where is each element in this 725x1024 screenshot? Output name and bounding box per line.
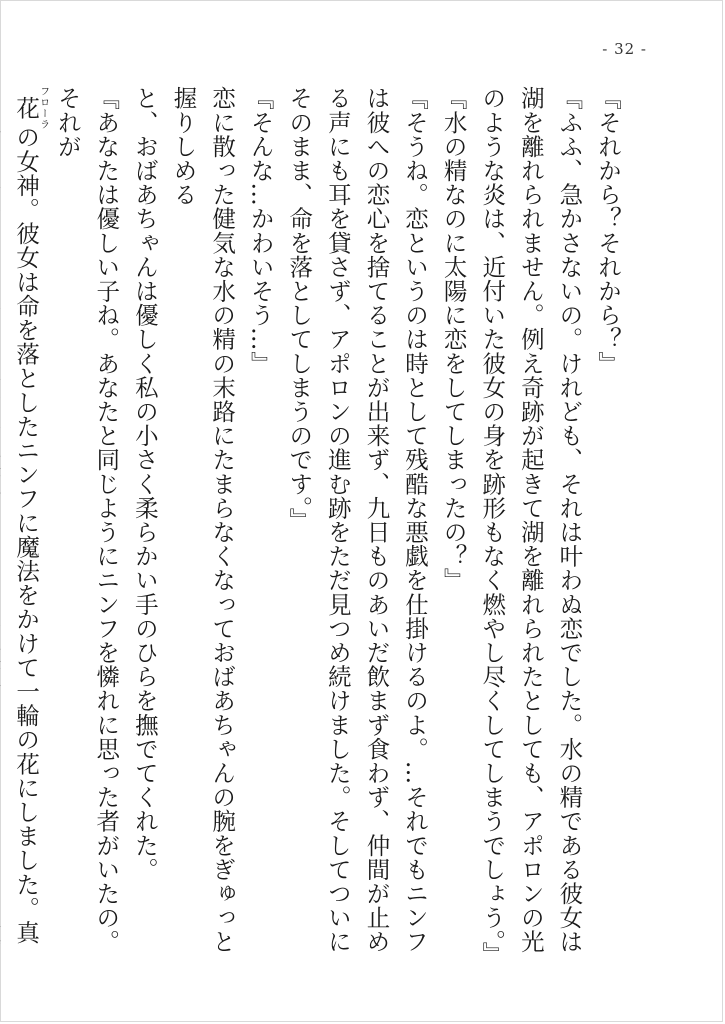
text-segment: の女神。彼女は命を落としたニンフに魔法をかけて一輪の花にしました。真	[12, 124, 41, 945]
paragraph-with-ruby	[164, 86, 241, 966]
paragraph: 『あなたは優しい子ね。あなたと同じようにニンフを憐れに思った者がいたの。それが	[53, 86, 121, 954]
paragraph: 『ふふ、急かさないの。けれども、それは叶わぬ恋でした。水の精である彼女は湖を離れられません。例え奇跡が起きて湖を離れられたとしても、アポロンの光のような炎は、近付いた彼女の身を跡形もなく燃やし尽くしてしまうでしょう。』	[478, 86, 584, 966]
paragraph: 『水の精なのに太陽に恋をしてしまったの？』	[439, 86, 468, 593]
page-number: - 32 -	[602, 40, 647, 58]
paragraph: 『そんな…かわいそう…』	[246, 86, 275, 376]
paragraph: と、おばあちゃんは優しく私の小さく柔らかい手のひらを撫でてくれた。	[130, 86, 159, 882]
ruby-base: 花	[12, 86, 41, 130]
paragraph-with-ruby	[0, 86, 48, 966]
ruby-reading: フローラ	[37, 86, 49, 130]
novel-text-body	[0, 86, 627, 966]
paragraph: 『それから？それから？』	[594, 86, 622, 376]
text-segment: 恋に散った健気な水の精の末路にたまらなくなっておばあちゃんの腕をぎゅっと握りしめる	[169, 86, 237, 954]
ruby-flora	[12, 86, 49, 130]
paragraph: 『そうね。恋というのは時として残酷な悪戯を仕掛けるのよ。…それでもニンフは彼への恋心を捨てることが出来ず、九日ものあいだ飲まず食わず、仲間が止める声にも耳を貸さず、アポロンの進む跡をただ見つめ続けました。そしてついにそのまま、命を落としてしまうのです。』	[285, 86, 430, 954]
